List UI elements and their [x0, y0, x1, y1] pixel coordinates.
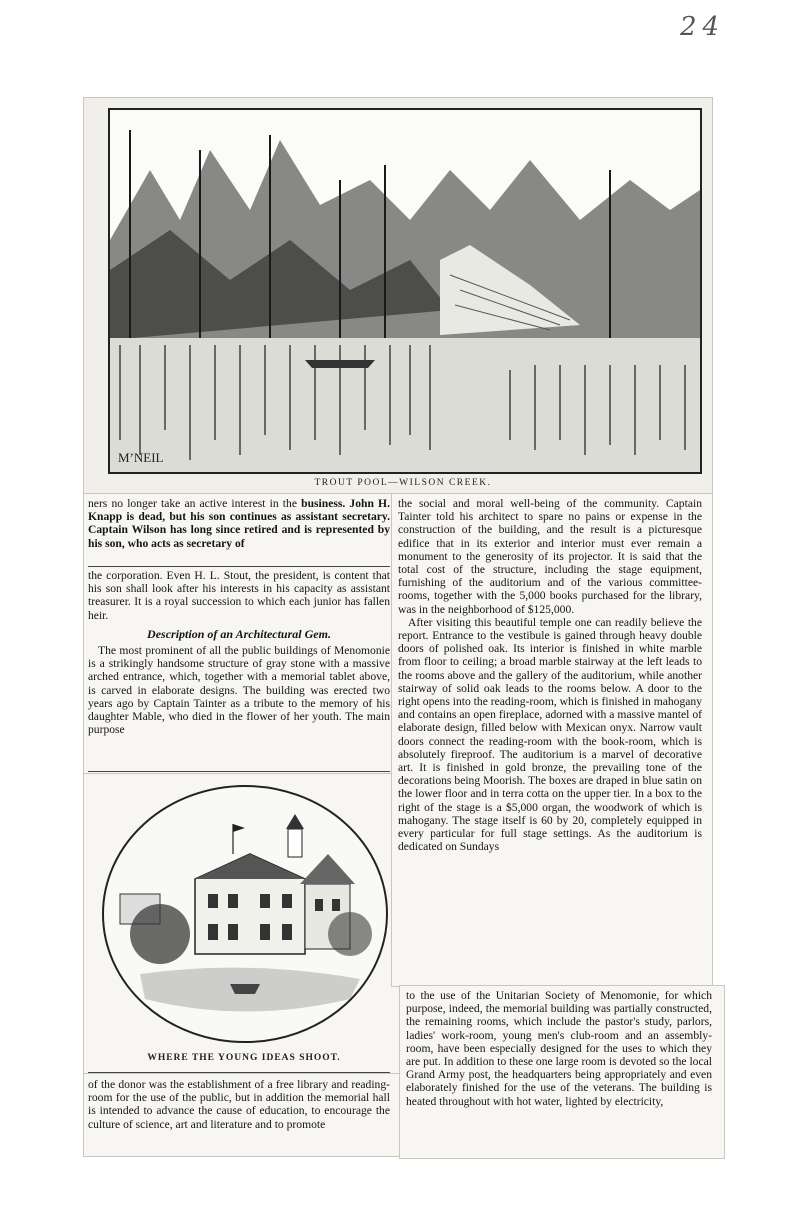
left-column-continuation [88, 569, 390, 736]
left-p1-normal: ners no longer take an active interest in the [88, 497, 302, 510]
left-divider-2 [88, 771, 390, 772]
left-column-paragraph-1 [88, 497, 390, 550]
left-p3: of the donor was the establishment of a free library and reading-room for the use of the public, but in addition the memorial hall is intended to advance the cause of education, to encourage the culture of science, art and literature and to promote [88, 1078, 390, 1131]
trout-pool-illustration [108, 108, 702, 474]
left-p1-bold: business. John H. Knapp is dead, but his son continues as assistant secretary. Captain Wilson has long since retired and is represented by his son, who acts as secretary of [88, 497, 390, 550]
left-column-lower [88, 1078, 390, 1131]
artist-signature: M’NEIL [118, 450, 164, 465]
left-p1-continued: the corporation. Even H. L. Stout, the president, is content that his son shall look after his interests in his capacity as assistant treasurer. It is a royal succession to which each junior has fallen heir. [88, 569, 390, 622]
right-p2: After visiting this beautiful temple one can readily believe the report. Entrance to the vestibule is gained through heavy double doors of polished oak. Its interior is finished in white marble from floor to ceiling; a broad marble stairway at the left leads to the rooms above and the gallery of the auditorium, while another stairway of solid oak leads to the rooms below. A door to the right opens into the reading-room, which is finished in mahogany and contains an open fireplace, adorned with a massive mantel of elaborate design, filled below with Mexican onyx. Narrow vault doors connect the reading-room with the book-room, which is absolutely fireproof. The auditorium is a marvel of decorative art. It is finished in gold bronze, the prevailing tone of the decorations being Moorish. The boxes are draped in blue satin on the lower floor and in terra cotta on the upper tier. In a box to the right of the stage is a $5,000 organ, the woodwork of which is mahogany. The stage itself is 60 by 20, completely equipped in every particular for full stage settings. As the auditorium is dedicated on Sundays [398, 615, 702, 854]
left-p2: The most prominent of all the public buildings of Menomonie is a strikingly handsome structure of gray stone with a massive arched entrance, which, together with a memorial tablet above, is carved in elaborate designs. The building was erected two years ago by Captain Tainter as a tribute to the memory of his daughter Mable, who died in the flower of her youth. The main purpose [88, 644, 390, 737]
trout-pool-caption: TROUT POOL—WILSON CREEK. [314, 478, 492, 488]
left-divider-3 [88, 1072, 390, 1073]
right-column-lower [406, 989, 712, 1108]
left-divider-1 [88, 566, 390, 567]
right-p3: to the use of the Unitarian Society of Menomonie, for which purpose, indeed, the memorial building was partially constructed, the remaining rooms, which include the pastor's study, parlors, ladies' work-room, young men's club-room and an assembly-room, have been especially designed for the uses to which they are put. In addition to these one large room is devoted so the local Grand Army post, the headquarters being appropriately and even elaborately finished for the use of the veterans. The building is heated throughout with hot water, lighted by electricity, [406, 989, 712, 1108]
right-column-upper [398, 497, 702, 853]
section-heading: Description of an Architectural Gem. [147, 626, 331, 641]
right-p1: the social and moral well-being of the community. Captain Tainter told his architect to spare no pains or expense in the construction of the building, and the result is a picturesque edifice that in its exterior and interior must ever remain a monument to the generosity of its projector. It is said that the total cost of the structure, including the stage equipment, furnishing of the auditorium and of the various committee-rooms, together with the 5,000 books purchased for the library, was in the neighborhood of $125,000. [398, 497, 702, 616]
school-building-illustration [100, 784, 390, 1048]
school-caption: WHERE THE YOUNG IDEAS SHOOT. [147, 1053, 341, 1063]
page-number: 24 [680, 12, 726, 42]
